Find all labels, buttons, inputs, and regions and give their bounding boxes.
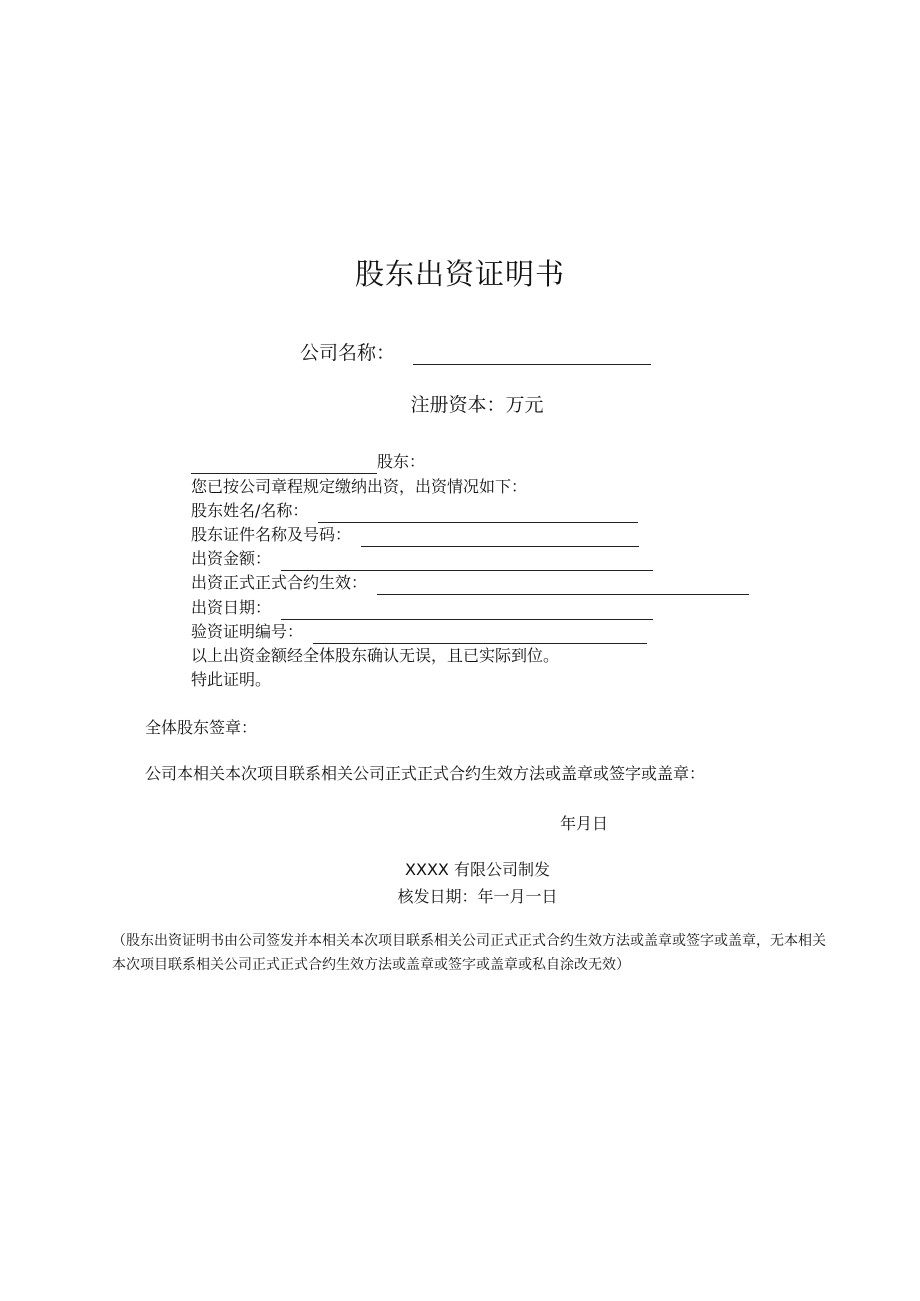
intro-text: 您已按公司章程规定缴纳出资，出资情况如下： — [191, 477, 528, 496]
field-cert-row — [191, 620, 647, 644]
field-date-blank[interactable] — [281, 601, 653, 620]
field-amount-row — [191, 547, 653, 571]
field-id-row — [191, 523, 639, 547]
field-cert-label: 验资证明编号： — [191, 622, 304, 641]
issuer: XXXX 有限公司制发 — [405, 860, 550, 879]
shareholder-blank[interactable] — [191, 455, 377, 474]
company-name-blank[interactable] — [413, 346, 651, 365]
shareholder-suffix: 股东： — [377, 452, 426, 471]
field-id-label: 股东证件名称及号码： — [191, 525, 352, 544]
company-name-row — [300, 338, 651, 365]
field-name-blank[interactable] — [318, 504, 638, 523]
field-effective-label: 出资正式正式合约生效： — [191, 573, 368, 592]
footnote: （股东出资证明书由公司签发并本相关本次项目联系相关公司正式正式合约生效方法或盖章或签字或盖章，无本相关本次项目联系相关公司正式正式合约生效方法或盖章或签字或盖章或私自涂改无效） — [112, 933, 826, 973]
field-effective-row — [191, 571, 749, 595]
field-date-label: 出资日期： — [191, 598, 272, 617]
page-title: 股东出资证明书 — [354, 257, 565, 291]
field-name-label: 股东姓名/名称： — [191, 501, 309, 520]
field-cert-blank[interactable] — [313, 625, 647, 644]
field-name-row — [191, 499, 638, 523]
sign-date: 年月日 — [560, 814, 609, 833]
field-id-blank[interactable] — [361, 528, 639, 547]
hereby-line — [191, 668, 271, 692]
confirm-line — [191, 644, 559, 668]
all-shareholders-sign: 全体股东签章： — [145, 718, 258, 737]
field-amount-label: 出资金额： — [191, 549, 272, 568]
confirm-text: 以上出资金额经全体股东确认无误，且已实际到位。 — [191, 646, 560, 665]
shareholder-row — [191, 450, 425, 474]
hereby-text: 特此证明。 — [191, 670, 272, 689]
issue-date: 核发日期：年一月一日 — [397, 887, 558, 906]
registered-capital: 注册资本：万元 — [410, 394, 544, 416]
field-date-row — [191, 596, 653, 620]
field-amount-blank[interactable] — [281, 552, 653, 571]
field-effective-blank[interactable] — [377, 576, 749, 595]
intro-line — [191, 475, 527, 499]
company-sign: 公司本相关本次项目联系相关公司正式正式合约生效方法或盖章或签字或盖章： — [145, 764, 706, 783]
company-name-label: 公司名称： — [300, 342, 396, 364]
